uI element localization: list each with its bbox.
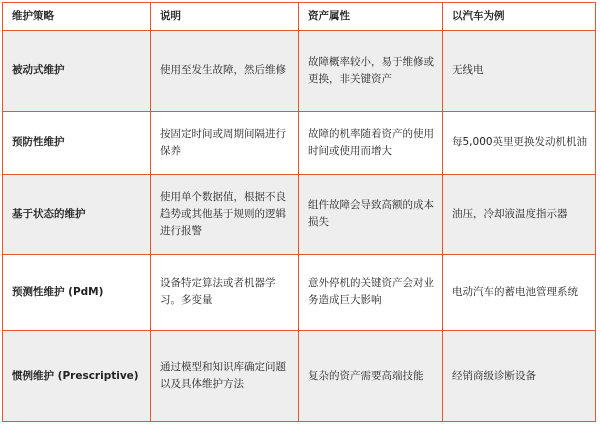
strategy-cell: 预测性维护 (PdM) xyxy=(3,254,151,331)
car-example-cell: 无线电 xyxy=(443,31,596,112)
car-example-cell: 经销商级诊断设备 xyxy=(443,331,596,422)
table-row xyxy=(3,331,596,422)
table-row xyxy=(3,111,596,174)
header-description: 说明 xyxy=(151,3,299,31)
description-cell: 使用单个数据值，根据不良趋势或其他基于规则的逻辑进行报警 xyxy=(151,174,299,254)
header-row xyxy=(3,3,596,31)
strategy-cell: 基于状态的维护 xyxy=(3,174,151,254)
description-cell: 通过模型和知识库确定问题以及具体维护方法 xyxy=(151,331,299,422)
maintenance-strategy-table-container xyxy=(2,2,595,422)
car-example-cell: 每5,000英里更换发动机机油 xyxy=(443,111,596,174)
strategy-cell: 预防性维护 xyxy=(3,111,151,174)
car-example-cell: 油压，冷却液温度指示器 xyxy=(443,174,596,254)
strategy-cell: 被动式维护 xyxy=(3,31,151,112)
asset-cell: 复杂的资产需要高端技能 xyxy=(299,331,443,422)
asset-cell: 故障的机率随着资产的使用时间或使用而增大 xyxy=(299,111,443,174)
table-row xyxy=(3,174,596,254)
strategy-cell: 惯例维护 (Prescriptive) xyxy=(3,331,151,422)
asset-cell: 故障概率较小，易于维修或更换，非关键资产 xyxy=(299,31,443,112)
header-strategy: 维护策略 xyxy=(3,3,151,31)
table-row xyxy=(3,254,596,331)
asset-cell: 意外停机的关键资产会对业务造成巨大影响 xyxy=(299,254,443,331)
car-example-cell: 电动汽车的蓄电池管理系统 xyxy=(443,254,596,331)
description-cell: 按固定时间或周期间隔进行保养 xyxy=(151,111,299,174)
table-row xyxy=(3,31,596,112)
asset-cell: 组件故障会导致高额的成本损失 xyxy=(299,174,443,254)
description-cell: 使用至发生故障，然后维修 xyxy=(151,31,299,112)
header-asset-attributes: 资产属性 xyxy=(299,3,443,31)
maintenance-strategy-table xyxy=(2,2,596,422)
header-car-example: 以汽车为例 xyxy=(443,3,596,31)
description-cell: 设备特定算法或者机器学习。多变量 xyxy=(151,254,299,331)
